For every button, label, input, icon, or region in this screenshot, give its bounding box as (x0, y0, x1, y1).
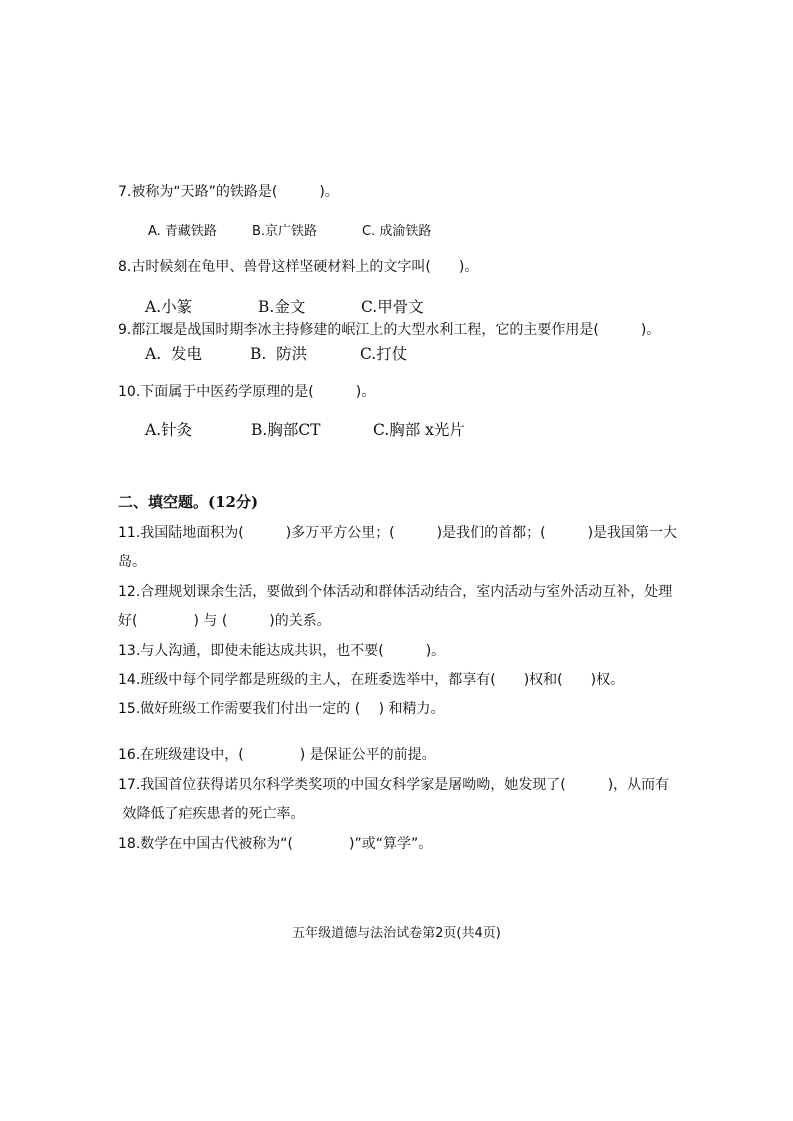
question-15: 15.做好班级工作需要我们付出一定的 ( ) 和精力。 (118, 701, 445, 717)
question-10-option-a: A.针灸 (145, 421, 193, 439)
question-12-line-1: 12.合理规划课余生活，要做到个体活动和群体活动结合，室内活动与室外活动互补，处理 (118, 584, 673, 600)
question-18: 18.数学在中国古代被称为“( )”或“算学”。 (118, 836, 433, 852)
question-9-stem: 9.都江堰是战国时期李冰主持修建的岷江上的大型水利工程，它的主要作用是( )。 (118, 322, 661, 338)
question-14: 14.班级中每个同学都是班级的主人，在班委选举中，都享有( )权和( )权。 (118, 672, 625, 688)
question-10-stem: 10.下面属于中医药学原理的是( )。 (118, 384, 376, 400)
question-7-stem: 7.被称为“天路”的铁路是( )。 (118, 184, 339, 200)
question-7-option-c: C. 成渝铁路 (362, 224, 432, 239)
question-10-option-b: B.胸部CT (251, 421, 321, 439)
question-8-option-b: B.金文 (258, 298, 306, 316)
question-13: 13.与人沟通，即使未能达成共识，也不要( )。 (118, 643, 446, 659)
question-10-option-c: C.胸部 x光片 (373, 421, 465, 439)
question-16: 16.在班级建设中，( ) 是保证公平的前提。 (118, 747, 436, 763)
question-11-line-2: 岛。 (118, 554, 146, 570)
question-9-option-b: B. 防洪 (250, 345, 308, 363)
question-12-line-2: 好( ) 与 ( )的关系。 (118, 613, 331, 629)
question-8-stem: 8.古时候刻在龟甲、兽骨这样坚硬材料上的文字叫( )。 (118, 259, 479, 275)
section-heading: 二、填空题。(12分) (118, 493, 259, 511)
question-11-line-1: 11.我国陆地面积为( )多万平方公里；( )是我们的首都；( )是我国第一大 (118, 525, 678, 541)
question-8-option-a: A.小篆 (145, 298, 193, 316)
question-9-option-c: C.打仗 (360, 345, 408, 363)
question-17-line-2: 效降低了疟疾患者的死亡率。 (118, 806, 305, 822)
question-7-option-a: A. 青藏铁路 (148, 224, 217, 239)
question-9-option-a: A. 发电 (145, 345, 202, 363)
question-8-option-c: C.甲骨文 (361, 298, 424, 316)
question-17-line-1: 17.我国首位获得诺贝尔科学类奖项的中国女科学家是屠呦呦，她发现了( )，从而有 (118, 777, 670, 793)
question-7-option-b: B.京广铁路 (252, 224, 318, 239)
page-footer: 五年级道德与法治试卷第2页(共4页) (292, 926, 501, 941)
